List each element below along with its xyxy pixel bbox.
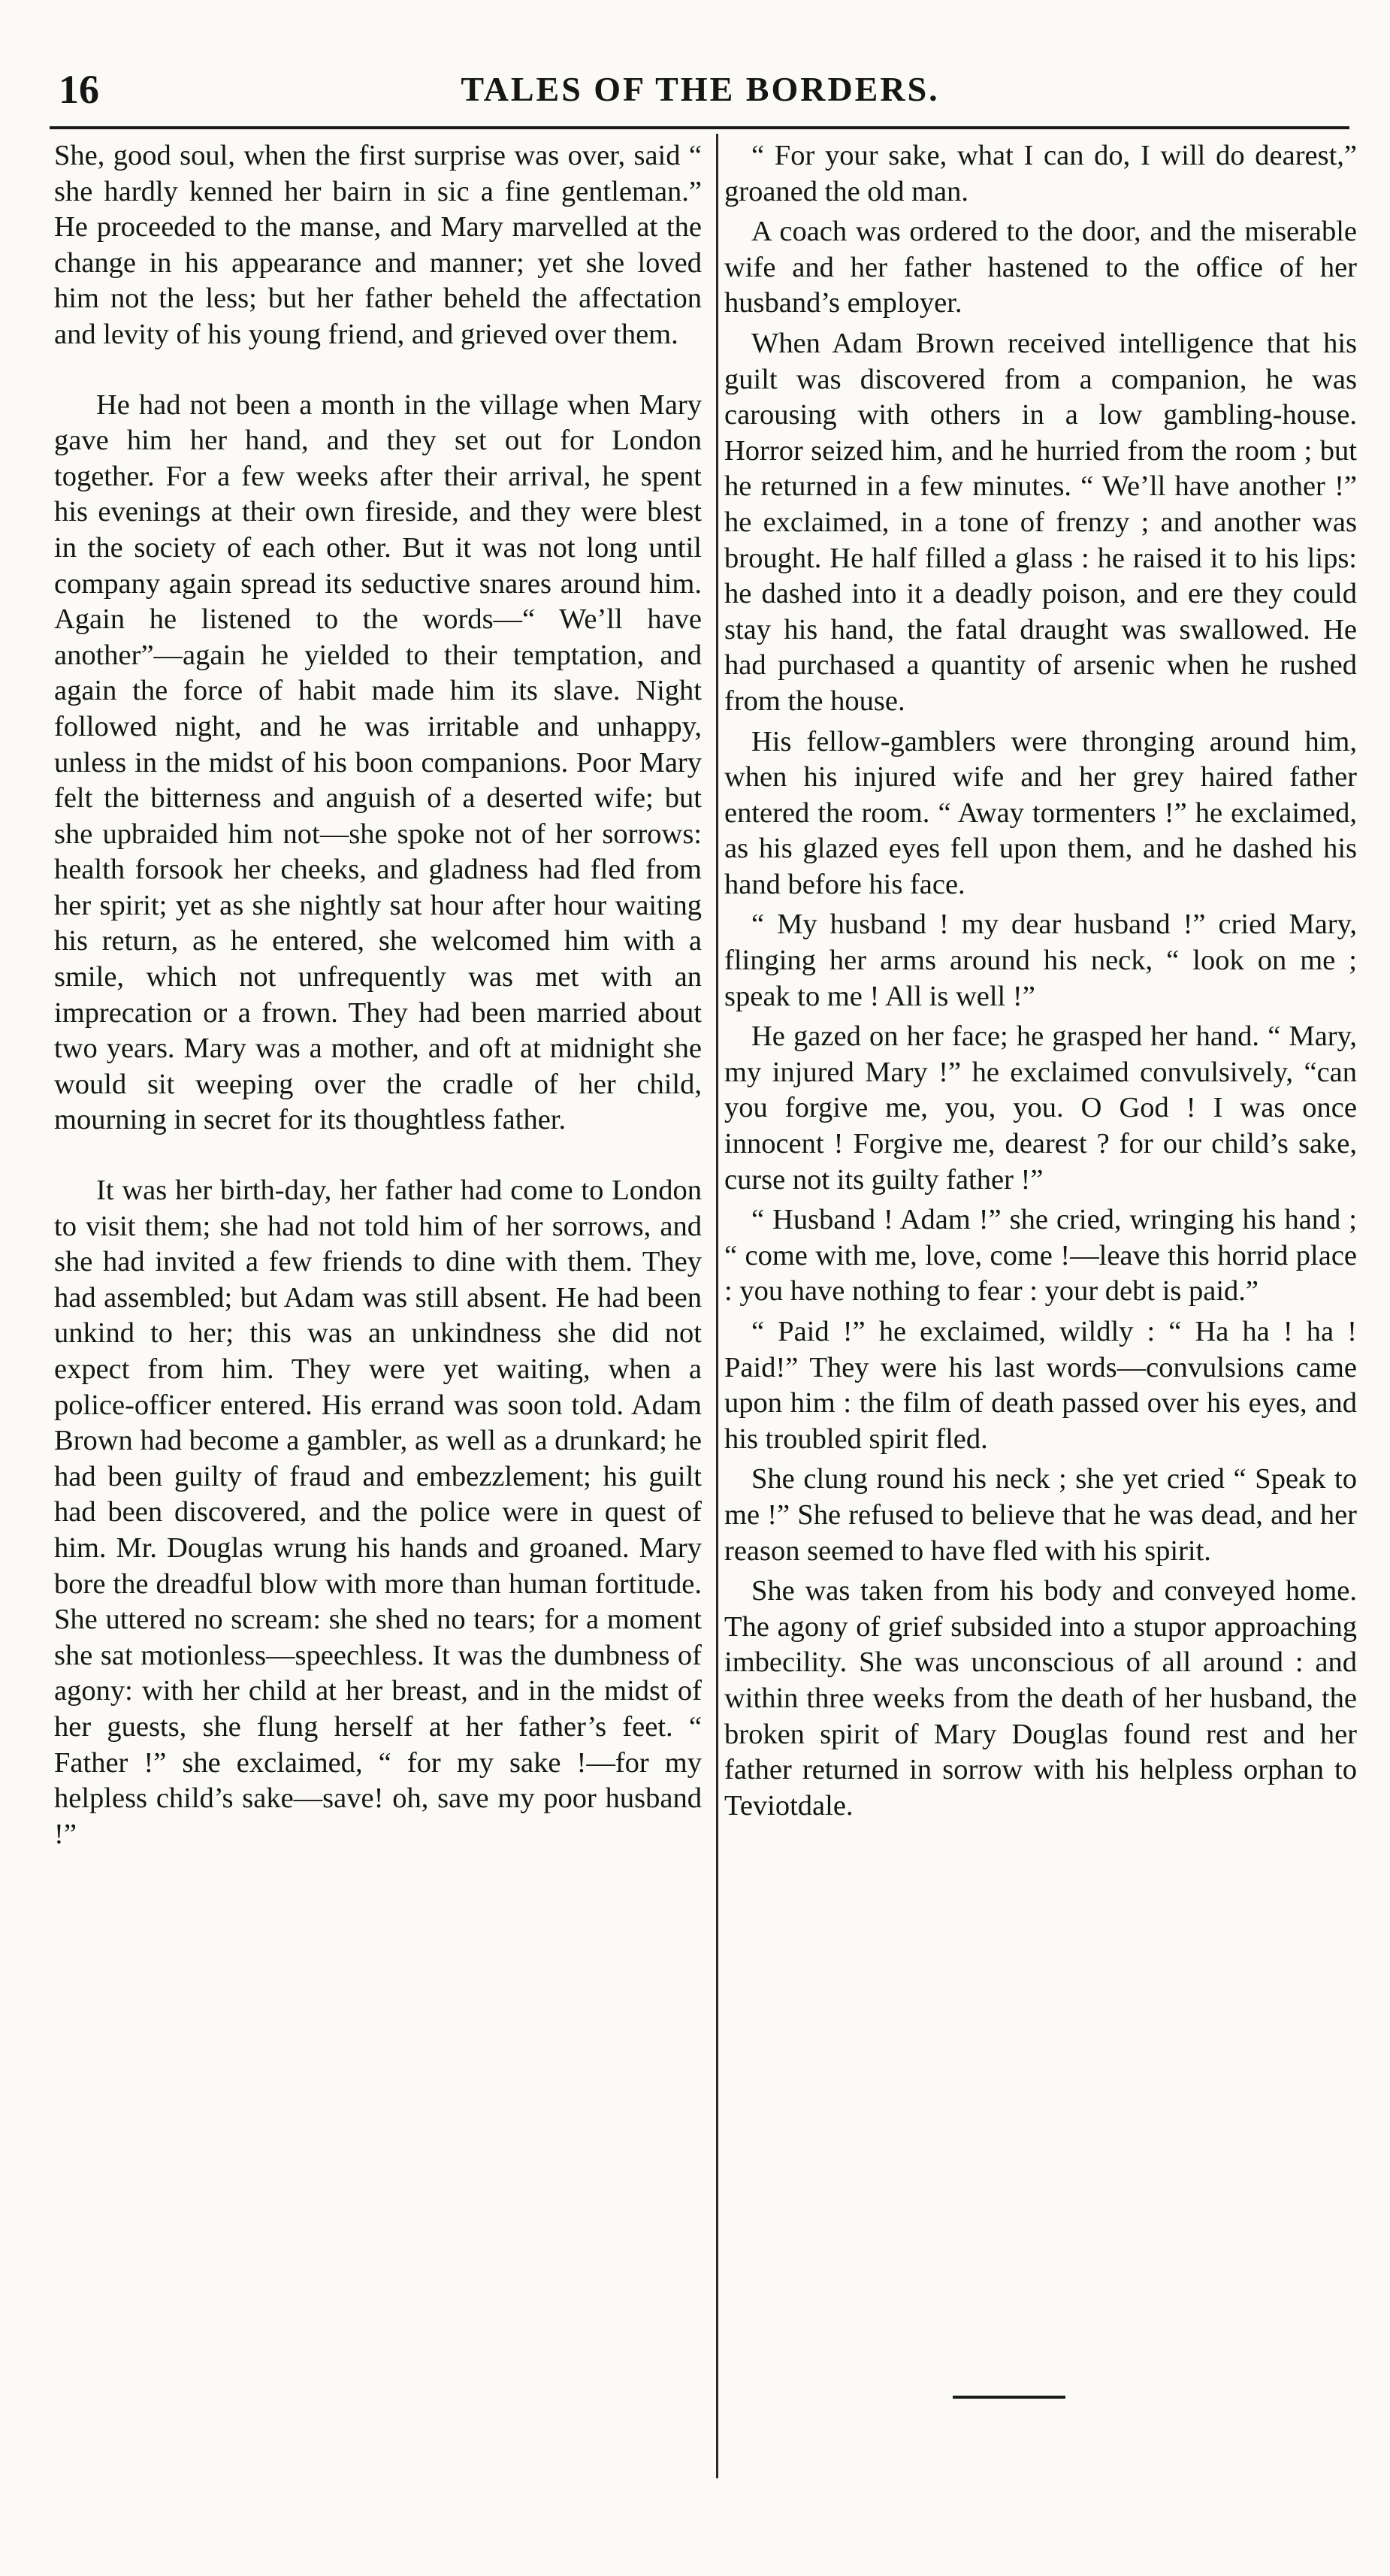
paragraph: She, good soul, when the first surprise was over, said “ she hardly kenned her bairn in sic a fine gentleman.” He proceeded to the manse, and Mary marvelled at the change in his appearance and manner; yet she loved him not the less; but her father beheld the affectation and levity of his young friend, and grieved over them. [54,140,702,350]
paragraph: His fellow-gamblers were thronging around him, when his injured wife and her grey haired father entered the room. “ Away tormenters !” he exclaimed, as his glazed eyes fell upon them, and he dashed his hand before his face. [724,725,1357,900]
paragraph: He gazed on her face; he grasped her hand. “ Mary, my injured Mary !” he exclaimed convulsively, “can you forgive me, you, you. O God ! I was once innocent ! Forgive me, dearest ? for our child’s sake, curse not its guilty father !” [724,1020,1357,1196]
paragraph: “ For your sake, what I can do, I will do dearest,” groaned the old man. [724,140,1357,207]
end-rule [953,2396,1065,2399]
paragraph: She clung round his neck ; she yet cried “ Speak to me !” She refused to believe that he was dead, and her reason seemed to have fled with his spirit. [724,1463,1357,1567]
left-column [54,138,702,1852]
paragraph: “ Paid !” he exclaimed, wildly : “ Ha ha ! ha ! Paid!” They were his last words—convulsions came upon him : the film of death passed over his eyes, and his troubled spirit fled. [724,1316,1357,1455]
paragraph: “ Husband ! Adam !” she cried, wringing his hand ; “ come with me, love, come !—leave this horrid place : you have nothing to fear : your debt is paid.” [724,1204,1357,1308]
right-column [724,138,1357,1828]
header-rule [50,126,1349,129]
paragraph: He had not been a month in the village when Mary gave him her hand, and they set out for London together. For a few weeks after their arrival, he spent his evenings at their own fireside, and they were blest in the society of each other. But it was not long until company again spread its seductive snares around him. Again he listened to the words—“ We’ll have another”—again he yielded to their temptation, and again the force of habit made him its slave. Night followed night, and he was irritable and unhappy, unless in the midst of his boon companions. Poor Mary felt the bitterness and anguish of a deserted wife; but she upbraided him not—she spoke not of her sorrows: health forsook her cheeks, and gladness had fled from her spirit; yet as she nightly sat hour after hour waiting his return, as he entered, she welcomed him with a smile, which not unfrequently was met with an imprecation or a frown. They had been married about two years. Mary was a mother, and oft at midnight she would sit weeping over the cradle of her child, mourning in secret for its thoughtless father. [54,389,702,1136]
page-number: 16 [59,67,99,112]
paragraph: It was her birth-day, her father had come to London to visit them; she had not told him of her sorrows, and she had invited a few friends to dine with them. They had assembled; but Adam was still absent. He had been unkind to her; this was an unkindness she did not expect from him. They were yet waiting, when a police-officer entered. His errand was soon told. Adam Brown had become a gambler, as well as a drunkard; he had been guilty of fraud and embezzlement; his guilt had been discovered, and the police were in quest of him. Mr. Douglas wrung his hands and groaned. Mary bore the dreadful blow with more than human fortitude. She uttered no scream: she shed no tears; for a moment she sat motionless—speechless. It was the dumbness of agony: with her child at her breast, and in the midst of her guests, she flung herself at her father’s feet. “ Father !” she exclaimed, “ for my sake !—for my helpless child’s sake—save! oh, save my poor husband !” [54,1175,702,1850]
column-divider [716,134,718,2478]
paragraph: “ My husband ! my dear husband !” cried Mary, flinging her arms around his neck, “ look on me ; speak to me ! All is well !” [724,909,1357,1012]
paragraph: A coach was ordered to the door, and the miserable wife and her father hastened to the office of her husband’s employer. [724,216,1357,319]
running-title: TALES OF THE BORDERS. [461,70,940,108]
page-header [47,60,1354,128]
paragraph: She was taken from his body and conveyed home. The agony of grief subsided into a stupor approaching imbecility. She was unconscious of all around : and within three weeks from the death of her husband, the broken spirit of Mary Douglas found rest and her father returned in sorrow with his helpless orphan to Teviotdale. [724,1575,1357,1822]
paragraph: When Adam Brown received intelligence that his guilt was discovered from a companion, he was carousing with others in a low gambling-house. Horror seized him, and he hurried from the room ; but he returned in a few minutes. “ We’ll have another !” he exclaimed, in a tone of frenzy ; and another was brought. He half filled a glass : he raised it to his lips: he dashed into it a deadly poison, and ere they could stay his hand, the fatal draught was swallowed. He had purchased a quantity of arsenic when he rushed from the house. [724,327,1357,717]
